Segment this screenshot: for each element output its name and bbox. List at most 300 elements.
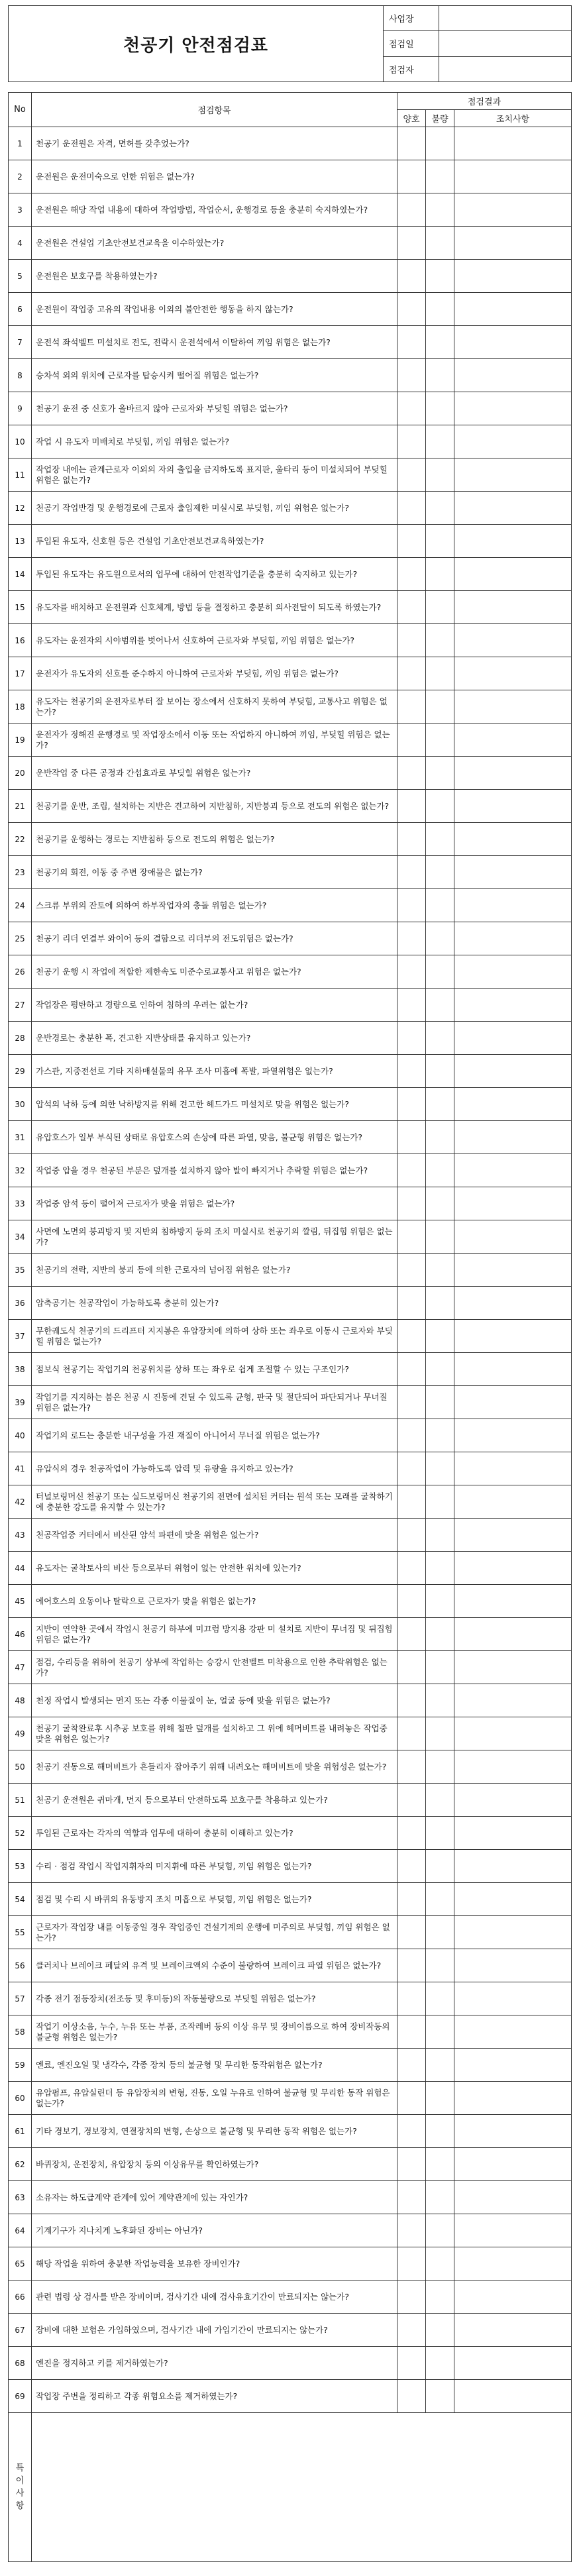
good-checkbox[interactable] xyxy=(397,1552,426,1585)
good-checkbox[interactable] xyxy=(397,790,426,823)
item-text: 천공작업중 커터에서 비산된 암석 파편에 맞을 위험은 없는가? xyxy=(32,1519,397,1552)
table-row xyxy=(9,458,572,492)
item-number: 20 xyxy=(9,757,32,790)
action-field[interactable] xyxy=(454,1254,572,1287)
action-field[interactable] xyxy=(454,856,572,889)
good-checkbox[interactable] xyxy=(397,624,426,657)
col-good-header: 양호 xyxy=(397,110,426,127)
item-number: 36 xyxy=(9,1287,32,1320)
item-number: 2 xyxy=(9,160,32,193)
good-checkbox[interactable] xyxy=(397,1452,426,1485)
action-field[interactable] xyxy=(454,2015,572,2049)
action-field[interactable] xyxy=(454,1949,572,1982)
inspection-date-label: 점검일 xyxy=(384,31,439,56)
bad-checkbox[interactable] xyxy=(426,1750,454,1784)
table-row xyxy=(9,2247,572,2281)
action-field[interactable] xyxy=(454,2049,572,2082)
good-checkbox[interactable] xyxy=(397,2314,426,2347)
bad-checkbox[interactable] xyxy=(426,2247,454,2281)
good-checkbox[interactable] xyxy=(397,1485,426,1519)
action-field[interactable] xyxy=(454,1320,572,1353)
good-checkbox[interactable] xyxy=(397,823,426,856)
item-text: 투입된 근로자는 각자의 역할과 업무에 대하여 충분히 이해하고 있는가? xyxy=(32,1817,397,1850)
item-text: 천공기 굴착완료후 시추공 보호를 위해 철판 덮개를 설치하고 그 위에 헤머비트를 내려놓은 작업중 맞을 위험은 없는가? xyxy=(32,1717,397,1750)
action-field[interactable] xyxy=(454,1916,572,1949)
action-field[interactable] xyxy=(454,1220,572,1254)
bad-checkbox[interactable] xyxy=(426,591,454,624)
item-number: 6 xyxy=(9,293,32,326)
good-checkbox[interactable] xyxy=(397,525,426,558)
item-number: 17 xyxy=(9,657,32,690)
action-field[interactable] xyxy=(454,1684,572,1717)
bad-checkbox[interactable] xyxy=(426,856,454,889)
bad-checkbox[interactable] xyxy=(426,1452,454,1485)
bad-checkbox[interactable] xyxy=(426,1055,454,1088)
bad-checkbox[interactable] xyxy=(426,1684,454,1717)
good-checkbox[interactable] xyxy=(397,2148,426,2181)
bad-checkbox[interactable] xyxy=(426,1088,454,1121)
table-row xyxy=(9,2148,572,2181)
table-row xyxy=(9,359,572,392)
good-checkbox[interactable] xyxy=(397,326,426,359)
item-number: 4 xyxy=(9,227,32,260)
good-checkbox[interactable] xyxy=(397,2380,426,2413)
action-field[interactable] xyxy=(454,558,572,591)
item-number: 1 xyxy=(9,127,32,160)
bad-checkbox[interactable] xyxy=(426,558,454,591)
inspector-field[interactable] xyxy=(439,56,572,81)
item-number: 25 xyxy=(9,922,32,955)
good-checkbox[interactable] xyxy=(397,657,426,690)
good-checkbox[interactable] xyxy=(397,989,426,1022)
good-checkbox[interactable] xyxy=(397,2082,426,2115)
good-checkbox[interactable] xyxy=(397,955,426,989)
action-field[interactable] xyxy=(454,1022,572,1055)
bad-checkbox[interactable] xyxy=(426,525,454,558)
action-field[interactable] xyxy=(454,2115,572,2148)
bad-checkbox[interactable] xyxy=(426,160,454,193)
good-checkbox[interactable] xyxy=(397,127,426,160)
bad-checkbox[interactable] xyxy=(426,1916,454,1949)
bad-checkbox[interactable] xyxy=(426,823,454,856)
bad-checkbox[interactable] xyxy=(426,227,454,260)
action-field[interactable] xyxy=(454,2247,572,2281)
table-row xyxy=(9,724,572,757)
item-text: 운전자가 정해진 운행경로 및 작업장소에서 이동 또는 작업하지 아니하여 끼임, 부딪힐 위험은 없는가? xyxy=(32,724,397,757)
action-field[interactable] xyxy=(454,1717,572,1750)
action-field[interactable] xyxy=(454,823,572,856)
good-checkbox[interactable] xyxy=(397,2214,426,2247)
bad-checkbox[interactable] xyxy=(426,2015,454,2049)
table-row xyxy=(9,1784,572,1817)
col-item-header: 점검항목 xyxy=(32,93,397,127)
good-checkbox[interactable] xyxy=(397,1585,426,1618)
action-field[interactable] xyxy=(454,690,572,724)
bad-checkbox[interactable] xyxy=(426,2082,454,2115)
good-checkbox[interactable] xyxy=(397,1121,426,1154)
action-field[interactable] xyxy=(454,922,572,955)
good-checkbox[interactable] xyxy=(397,1684,426,1717)
good-checkbox[interactable] xyxy=(397,227,426,260)
action-field[interactable] xyxy=(454,2214,572,2247)
bad-checkbox[interactable] xyxy=(426,1883,454,1916)
good-checkbox[interactable] xyxy=(397,2247,426,2281)
item-text: 가스관, 지중전선로 기타 지하매설물의 유무 조사 미흡에 폭발, 파열위험은 없는가? xyxy=(32,1055,397,1088)
good-checkbox[interactable] xyxy=(397,359,426,392)
notes-label-char: 항 xyxy=(15,2501,25,2511)
action-field[interactable] xyxy=(454,359,572,392)
item-number: 64 xyxy=(9,2214,32,2247)
table-row xyxy=(9,657,572,690)
table-row xyxy=(9,326,572,359)
table-row xyxy=(9,1850,572,1883)
good-checkbox[interactable] xyxy=(397,1916,426,1949)
bad-checkbox[interactable] xyxy=(426,2049,454,2082)
good-checkbox[interactable] xyxy=(397,2181,426,2214)
good-checkbox[interactable] xyxy=(397,2347,426,2380)
notes-label xyxy=(9,2413,32,2562)
bad-checkbox[interactable] xyxy=(426,757,454,790)
table-row xyxy=(9,1220,572,1254)
table-row xyxy=(9,1287,572,1320)
item-text: 해당 작업을 위하여 충분한 작업능력을 보유한 장비인가? xyxy=(32,2247,397,2281)
good-checkbox[interactable] xyxy=(397,2115,426,2148)
good-checkbox[interactable] xyxy=(397,260,426,293)
action-field[interactable] xyxy=(454,1154,572,1187)
action-field[interactable] xyxy=(454,1850,572,1883)
item-number: 22 xyxy=(9,823,32,856)
good-checkbox[interactable] xyxy=(397,1386,426,1419)
action-field[interactable] xyxy=(454,955,572,989)
good-checkbox[interactable] xyxy=(397,1353,426,1386)
action-field[interactable] xyxy=(454,1784,572,1817)
action-field[interactable] xyxy=(454,193,572,227)
good-checkbox[interactable] xyxy=(397,1287,426,1320)
item-number: 33 xyxy=(9,1187,32,1220)
table-row xyxy=(9,1419,572,1452)
item-number: 23 xyxy=(9,856,32,889)
good-checkbox[interactable] xyxy=(397,591,426,624)
action-field[interactable] xyxy=(454,2314,572,2347)
bad-checkbox[interactable] xyxy=(426,2115,454,2148)
good-checkbox[interactable] xyxy=(397,1618,426,1651)
action-field[interactable] xyxy=(454,1750,572,1784)
item-number: 49 xyxy=(9,1717,32,1750)
good-checkbox[interactable] xyxy=(397,1220,426,1254)
bad-checkbox[interactable] xyxy=(426,127,454,160)
item-text: 작업기를 지지하는 붐은 천공 시 진동에 견딜 수 있도록 균형, 판국 및 절단되어 파단되거나 무너질 위험은 없는가? xyxy=(32,1386,397,1419)
action-field[interactable] xyxy=(454,1088,572,1121)
bad-checkbox[interactable] xyxy=(426,657,454,690)
action-field[interactable] xyxy=(454,293,572,326)
good-checkbox[interactable] xyxy=(397,1320,426,1353)
action-field[interactable] xyxy=(454,1055,572,1088)
item-text: 천공기를 운반, 조립, 설치하는 지반은 견고하여 지반침하, 지반붕괴 등으로 전도의 위험은 없는가? xyxy=(32,790,397,823)
bad-checkbox[interactable] xyxy=(426,326,454,359)
bad-checkbox[interactable] xyxy=(426,392,454,425)
table-row xyxy=(9,2314,572,2347)
table-row xyxy=(9,1088,572,1121)
good-checkbox[interactable] xyxy=(397,1883,426,1916)
good-checkbox[interactable] xyxy=(397,492,426,525)
table-row xyxy=(9,856,572,889)
good-checkbox[interactable] xyxy=(397,1088,426,1121)
bad-checkbox[interactable] xyxy=(426,624,454,657)
bad-checkbox[interactable] xyxy=(426,922,454,955)
bad-checkbox[interactable] xyxy=(426,2148,454,2181)
action-field[interactable] xyxy=(454,1121,572,1154)
item-text: 압석의 낙하 등에 의한 낙하방지를 위해 견고한 헤드가드 미설치로 맞을 위험은 없는가? xyxy=(32,1088,397,1121)
bad-checkbox[interactable] xyxy=(426,889,454,922)
good-checkbox[interactable] xyxy=(397,1055,426,1088)
inspection-date-field[interactable] xyxy=(439,31,572,56)
action-field[interactable] xyxy=(454,1519,572,1552)
action-field[interactable] xyxy=(454,2148,572,2181)
bad-checkbox[interactable] xyxy=(426,2181,454,2214)
bad-checkbox[interactable] xyxy=(426,1552,454,1585)
bad-checkbox[interactable] xyxy=(426,1386,454,1419)
item-number: 44 xyxy=(9,1552,32,1585)
good-checkbox[interactable] xyxy=(397,1651,426,1684)
item-number: 58 xyxy=(9,2015,32,2049)
action-field[interactable] xyxy=(454,989,572,1022)
action-field[interactable] xyxy=(454,1353,572,1386)
good-checkbox[interactable] xyxy=(397,425,426,458)
bad-checkbox[interactable] xyxy=(426,2281,454,2314)
item-text: 터널보링머신 천공기 또는 실드보링머신 천공기의 전면에 설치된 커터는 원석 또는 모래를 굴착하기에 충분한 강도를 유지할 수 있는가? xyxy=(32,1485,397,1519)
bad-checkbox[interactable] xyxy=(426,1220,454,1254)
item-text: 천공기 리더 연결부 와이어 등의 결함으로 리더부의 전도위험은 없는가? xyxy=(32,922,397,955)
good-checkbox[interactable] xyxy=(397,2015,426,2049)
good-checkbox[interactable] xyxy=(397,757,426,790)
action-field[interactable] xyxy=(454,2181,572,2214)
item-number: 12 xyxy=(9,492,32,525)
action-field[interactable] xyxy=(454,160,572,193)
good-checkbox[interactable] xyxy=(397,392,426,425)
bad-checkbox[interactable] xyxy=(426,1519,454,1552)
table-row xyxy=(9,1585,572,1618)
bad-checkbox[interactable] xyxy=(426,193,454,227)
bad-checkbox[interactable] xyxy=(426,724,454,757)
good-checkbox[interactable] xyxy=(397,922,426,955)
table-row xyxy=(9,2015,572,2049)
bad-checkbox[interactable] xyxy=(426,955,454,989)
table-row xyxy=(9,1353,572,1386)
bad-checkbox[interactable] xyxy=(426,458,454,492)
action-field[interactable] xyxy=(454,1485,572,1519)
item-number: 66 xyxy=(9,2281,32,2314)
action-field[interactable] xyxy=(454,1187,572,1220)
table-row xyxy=(9,227,572,260)
bad-checkbox[interactable] xyxy=(426,1187,454,1220)
item-text: 점검, 수리등을 위하여 천공기 상부에 작업하는 승강시 안전벨트 미착용으로 인한 추락위험은 없는가? xyxy=(32,1651,397,1684)
action-field[interactable] xyxy=(454,724,572,757)
table-row xyxy=(9,1982,572,2015)
item-number: 48 xyxy=(9,1684,32,1717)
good-checkbox[interactable] xyxy=(397,1717,426,1750)
item-number: 68 xyxy=(9,2347,32,2380)
good-checkbox[interactable] xyxy=(397,1519,426,1552)
good-checkbox[interactable] xyxy=(397,1784,426,1817)
item-number: 54 xyxy=(9,1883,32,1916)
action-field[interactable] xyxy=(454,260,572,293)
action-field[interactable] xyxy=(454,1552,572,1585)
bad-checkbox[interactable] xyxy=(426,1154,454,1187)
item-text: 근로자가 작업장 내를 이동중일 경우 작업중인 건설기계의 운행에 미주의로 부딪힘, 끼임 위험은 없는가? xyxy=(32,1916,397,1949)
item-number: 21 xyxy=(9,790,32,823)
checklist-rows xyxy=(9,127,572,2413)
item-number: 55 xyxy=(9,1916,32,1949)
good-checkbox[interactable] xyxy=(397,889,426,922)
action-field[interactable] xyxy=(454,1883,572,1916)
table-row xyxy=(9,1552,572,1585)
item-number: 18 xyxy=(9,690,32,724)
good-checkbox[interactable] xyxy=(397,1817,426,1850)
bad-checkbox[interactable] xyxy=(426,359,454,392)
bad-checkbox[interactable] xyxy=(426,1254,454,1287)
good-checkbox[interactable] xyxy=(397,1022,426,1055)
table-row xyxy=(9,1055,572,1088)
action-field[interactable] xyxy=(454,1452,572,1485)
good-checkbox[interactable] xyxy=(397,856,426,889)
table-row xyxy=(9,1883,572,1916)
bad-checkbox[interactable] xyxy=(426,1419,454,1452)
item-text: 작업기의 로드는 충분한 내구성을 가진 재질이 아니어서 무너질 위험은 없는가? xyxy=(32,1419,397,1452)
action-field[interactable] xyxy=(454,624,572,657)
good-checkbox[interactable] xyxy=(397,293,426,326)
bad-checkbox[interactable] xyxy=(426,989,454,1022)
page-title: 천공기 안전점검표 xyxy=(9,6,384,82)
item-number: 15 xyxy=(9,591,32,624)
good-checkbox[interactable] xyxy=(397,1419,426,1452)
good-checkbox[interactable] xyxy=(397,1254,426,1287)
action-field[interactable] xyxy=(454,127,572,160)
good-checkbox[interactable] xyxy=(397,724,426,757)
action-field[interactable] xyxy=(454,2082,572,2115)
item-number: 61 xyxy=(9,2115,32,2148)
action-field[interactable] xyxy=(454,1585,572,1618)
bad-checkbox[interactable] xyxy=(426,1618,454,1651)
item-number: 57 xyxy=(9,1982,32,2015)
bad-checkbox[interactable] xyxy=(426,492,454,525)
table-row xyxy=(9,2380,572,2413)
table-row xyxy=(9,2115,572,2148)
action-field[interactable] xyxy=(454,591,572,624)
good-checkbox[interactable] xyxy=(397,458,426,492)
bad-checkbox[interactable] xyxy=(426,425,454,458)
good-checkbox[interactable] xyxy=(397,1850,426,1883)
bad-checkbox[interactable] xyxy=(426,260,454,293)
table-row xyxy=(9,392,572,425)
item-number: 38 xyxy=(9,1353,32,1386)
good-checkbox[interactable] xyxy=(397,193,426,227)
item-number: 34 xyxy=(9,1220,32,1254)
action-field[interactable] xyxy=(454,1982,572,2015)
good-checkbox[interactable] xyxy=(397,1154,426,1187)
workplace-field[interactable] xyxy=(439,6,572,31)
action-field[interactable] xyxy=(454,425,572,458)
action-field[interactable] xyxy=(454,2380,572,2413)
action-field[interactable] xyxy=(454,326,572,359)
col-result-header: 점검결과 xyxy=(397,93,572,110)
item-number: 14 xyxy=(9,558,32,591)
table-row xyxy=(9,1320,572,1353)
action-field[interactable] xyxy=(454,492,572,525)
bad-checkbox[interactable] xyxy=(426,2347,454,2380)
bad-checkbox[interactable] xyxy=(426,1784,454,1817)
bad-checkbox[interactable] xyxy=(426,1585,454,1618)
action-field[interactable] xyxy=(454,790,572,823)
bad-checkbox[interactable] xyxy=(426,293,454,326)
bad-checkbox[interactable] xyxy=(426,1982,454,2015)
bad-checkbox[interactable] xyxy=(426,2380,454,2413)
item-text: 점보식 천공기는 작업기의 천공위치를 상하 또는 좌우로 쉽게 조절할 수 있는 구조인가? xyxy=(32,1353,397,1386)
item-text: 작업중 압을 경우 천공된 부분은 덮개를 설치하지 않아 발이 빠지거나 추락할 위험은 없는가? xyxy=(32,1154,397,1187)
item-number: 16 xyxy=(9,624,32,657)
bad-checkbox[interactable] xyxy=(426,2314,454,2347)
good-checkbox[interactable] xyxy=(397,1949,426,1982)
bad-checkbox[interactable] xyxy=(426,1949,454,1982)
notes-field[interactable] xyxy=(32,2413,572,2562)
action-field[interactable] xyxy=(454,2347,572,2380)
bad-checkbox[interactable] xyxy=(426,1287,454,1320)
action-field[interactable] xyxy=(454,392,572,425)
bad-checkbox[interactable] xyxy=(426,1850,454,1883)
bad-checkbox[interactable] xyxy=(426,790,454,823)
bad-checkbox[interactable] xyxy=(426,2214,454,2247)
action-field[interactable] xyxy=(454,227,572,260)
good-checkbox[interactable] xyxy=(397,558,426,591)
good-checkbox[interactable] xyxy=(397,690,426,724)
action-field[interactable] xyxy=(454,1419,572,1452)
action-field[interactable] xyxy=(454,525,572,558)
good-checkbox[interactable] xyxy=(397,1750,426,1784)
item-text: 천공기의 전락, 지반의 붕괴 등에 의한 근로자의 넘어짐 위험은 없는가? xyxy=(32,1254,397,1287)
bad-checkbox[interactable] xyxy=(426,1320,454,1353)
bad-checkbox[interactable] xyxy=(426,1485,454,1519)
bad-checkbox[interactable] xyxy=(426,1121,454,1154)
bad-checkbox[interactable] xyxy=(426,1353,454,1386)
good-checkbox[interactable] xyxy=(397,160,426,193)
good-checkbox[interactable] xyxy=(397,2049,426,2082)
action-field[interactable] xyxy=(454,1618,572,1651)
good-checkbox[interactable] xyxy=(397,1982,426,2015)
action-field[interactable] xyxy=(454,889,572,922)
action-field[interactable] xyxy=(454,657,572,690)
item-number: 8 xyxy=(9,359,32,392)
item-text: 운반경로는 충분한 폭, 견고한 지반상태를 유지하고 있는가? xyxy=(32,1022,397,1055)
bad-checkbox[interactable] xyxy=(426,1717,454,1750)
bad-checkbox[interactable] xyxy=(426,1022,454,1055)
table-row xyxy=(9,1750,572,1784)
bad-checkbox[interactable] xyxy=(426,1651,454,1684)
good-checkbox[interactable] xyxy=(397,1187,426,1220)
notes-label-char: 사 xyxy=(15,2489,25,2498)
item-number: 42 xyxy=(9,1485,32,1519)
item-text: 유도자를 배치하고 운전원과 신호체계, 방법 등을 결정하고 충분히 의사전달이 되도록 하였는가? xyxy=(32,591,397,624)
bad-checkbox[interactable] xyxy=(426,1817,454,1850)
action-field[interactable] xyxy=(454,2281,572,2314)
action-field[interactable] xyxy=(454,757,572,790)
action-field[interactable] xyxy=(454,1651,572,1684)
action-field[interactable] xyxy=(454,1287,572,1320)
table-row xyxy=(9,1949,572,1982)
action-field[interactable] xyxy=(454,458,572,492)
good-checkbox[interactable] xyxy=(397,2281,426,2314)
action-field[interactable] xyxy=(454,1386,572,1419)
action-field[interactable] xyxy=(454,1817,572,1850)
bad-checkbox[interactable] xyxy=(426,690,454,724)
